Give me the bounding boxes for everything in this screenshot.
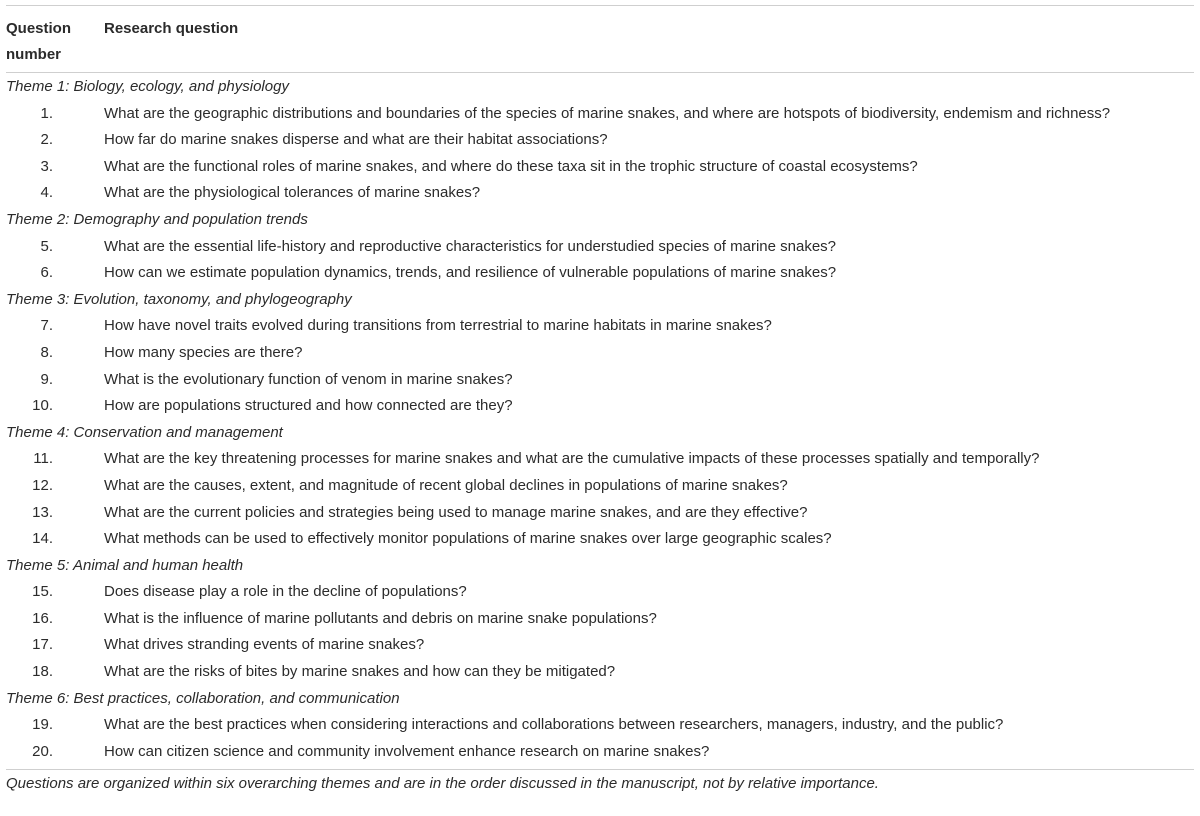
- header-question-number: [0, 16, 104, 68]
- question-text: What are the physiological tolerances of marine snakes?: [104, 184, 481, 202]
- question-number: 16.: [32, 609, 53, 627]
- question-number: 20.: [32, 742, 53, 760]
- question-text: What are the causes, extent, and magnitude of recent global declines in populations of marine snakes?: [104, 476, 788, 494]
- table-body: [0, 73, 1200, 765]
- table-footnote: Questions are organized within six overarching themes and are in the order discussed in the manuscript, not by relative importance.: [6, 775, 879, 793]
- question-number: 10.: [32, 397, 53, 415]
- table-row: [0, 446, 1200, 473]
- question-number: 7.: [40, 317, 53, 335]
- question-text: What are the key threatening processes for marine snakes and what are the cumulative impacts of these processes spatially and temporally?: [104, 450, 1040, 468]
- question-text: What is the influence of marine pollutants and debris on marine snake populations?: [104, 609, 657, 627]
- question-text: How have novel traits evolved during transitions from terrestrial to marine habitats in marine snakes?: [104, 317, 772, 335]
- theme-heading: Theme 5: Animal and human health: [6, 556, 244, 574]
- question-text: How far do marine snakes disperse and what are their habitat associations?: [104, 131, 608, 149]
- table-row: [0, 473, 1200, 500]
- question-text: What are the current policies and strategies being used to manage marine snakes, and are they effective?: [104, 503, 808, 521]
- question-text: What are the functional roles of marine snakes, and where do these taxa sit in the trophic structure of coastal ecosystems?: [104, 157, 918, 175]
- table-row: [0, 313, 1200, 340]
- question-text: What are the best practices when considering interactions and collaborations between researchers, managers, industry, and the public?: [104, 716, 1004, 734]
- table-row: [0, 340, 1200, 367]
- table-row: [0, 712, 1200, 739]
- question-number: 18.: [32, 663, 53, 681]
- question-text: What drives stranding events of marine snakes?: [104, 636, 425, 654]
- table-row: [0, 579, 1200, 606]
- question-number: 9.: [40, 370, 53, 388]
- question-number: 11.: [33, 450, 53, 468]
- header-research-question: Research question: [104, 20, 239, 37]
- table-row: [0, 393, 1200, 420]
- theme-heading: Theme 4: Conservation and management: [6, 423, 283, 441]
- table-row: [0, 234, 1200, 261]
- table-row: [0, 260, 1200, 287]
- table-row: [0, 127, 1200, 154]
- question-number: 6.: [40, 264, 53, 282]
- question-number: 2.: [40, 131, 53, 149]
- question-text: How can we estimate population dynamics, trends, and resilience of vulnerable populations of marine snakes?: [104, 264, 837, 282]
- question-text: What are the risks of bites by marine snakes and how can they be mitigated?: [104, 663, 616, 681]
- table-row: [0, 526, 1200, 553]
- table-row: [0, 606, 1200, 633]
- question-text: What are the geographic distributions and boundaries of the species of marine snakes, and where are hotspots of biodiversity, endemism and richness?: [104, 104, 1111, 122]
- question-text: What is the evolutionary function of venom in marine snakes?: [104, 370, 513, 388]
- table-row: [0, 154, 1200, 181]
- question-number: 17.: [32, 636, 53, 654]
- question-number: 4.: [40, 184, 53, 202]
- question-number: 12.: [32, 476, 53, 494]
- question-number: 8.: [40, 343, 53, 361]
- theme-heading: Theme 3: Evolution, taxonomy, and phylogeography: [6, 290, 352, 308]
- table-row: [0, 101, 1200, 128]
- table-row: [0, 180, 1200, 207]
- table-row: [0, 500, 1200, 527]
- table-row: [0, 632, 1200, 659]
- theme-heading: Theme 6: Best practices, collaboration, and communication: [6, 689, 400, 707]
- question-number: 5.: [40, 237, 53, 255]
- question-text: How can citizen science and community involvement enhance research on marine snakes?: [104, 742, 710, 760]
- question-number: 19.: [32, 716, 53, 734]
- question-text: What methods can be used to effectively monitor populations of marine snakes over large geographic scales?: [104, 530, 832, 548]
- question-number: 1.: [40, 104, 53, 122]
- question-text: What are the essential life-history and reproductive characteristics for understudied species of marine snakes?: [104, 237, 837, 255]
- question-text: Does disease play a role in the decline of populations?: [104, 583, 467, 601]
- theme-heading: Theme 1: Biology, ecology, and physiology: [6, 78, 289, 95]
- question-number: 3.: [40, 157, 53, 175]
- question-number: 15.: [32, 583, 53, 601]
- question-text: How are populations structured and how connected are they?: [104, 397, 513, 415]
- table-row: [0, 659, 1200, 686]
- theme-heading: Theme 2: Demography and population trends: [6, 210, 308, 228]
- table-header: [0, 6, 1200, 72]
- question-number: 14.: [32, 530, 53, 548]
- research-questions-table: [0, 5, 1200, 798]
- table-row: [0, 739, 1200, 766]
- question-text: How many species are there?: [104, 343, 303, 361]
- header-question-label: Question: [6, 20, 72, 37]
- table-row: [0, 367, 1200, 394]
- header-number-label: number: [6, 46, 62, 63]
- question-number: 13.: [32, 503, 53, 521]
